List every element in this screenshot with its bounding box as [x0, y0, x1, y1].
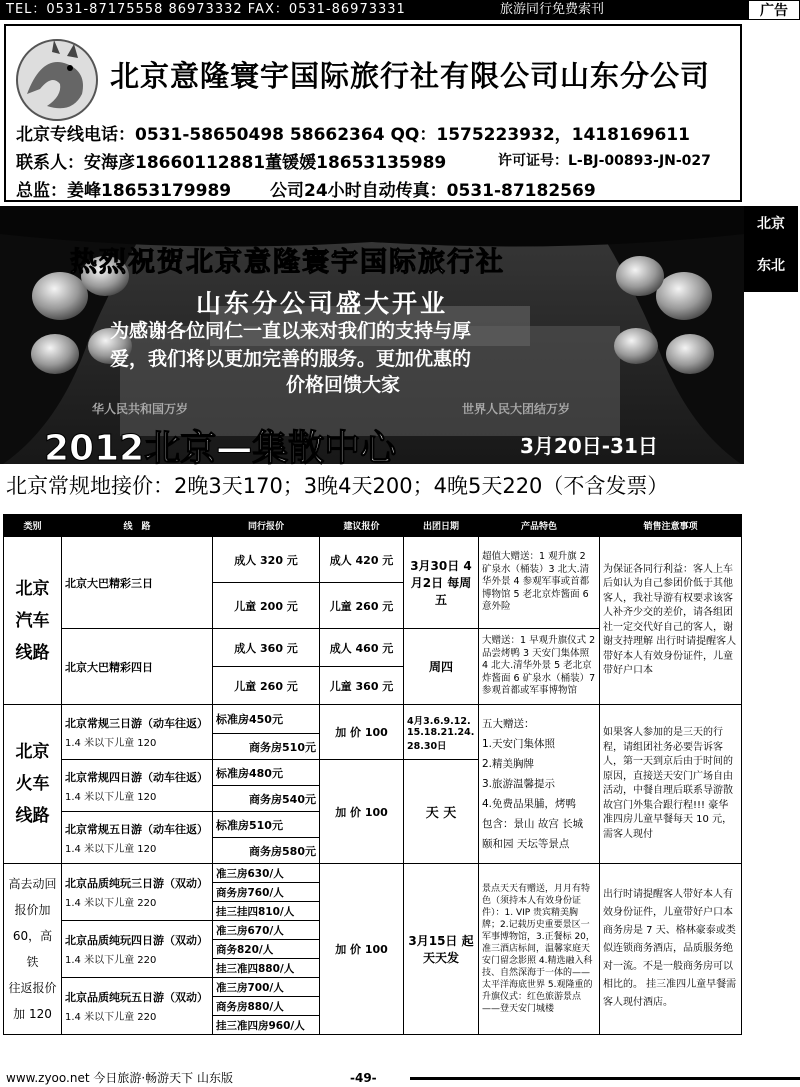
premium-cat-5: 加 120 — [13, 1007, 52, 1021]
route-cell — [62, 812, 213, 864]
route-cell — [62, 760, 213, 812]
header-route: 线 路 — [62, 515, 213, 537]
suggested-markup: 加 价 100 — [320, 760, 404, 864]
product-features — [479, 705, 600, 864]
bus-cat-3: 线路 — [15, 642, 50, 663]
child-price: 1.4 米以下儿童 120 — [65, 843, 157, 855]
departure-date: 3月15日 起天天发 — [404, 864, 479, 1035]
top-slogan: 旅游同行免费索刊 — [500, 2, 605, 17]
product-features: 景点天天有赠送，月月有特色（须持本人有效身份证件）：1. VIP 贵宾精美胸牌；2.记载历史重要景区一军事博物馆，3.正餐标 20，准三酒店标间，温馨家庭天安门留念影照 4.精选融入科技、自然深海于一体的——太平洋海底世界 5.观隆重的升旗仪式：红色旅游景点——登天安门城楼 — [479, 864, 600, 1035]
room-price: 准三房700/人 — [213, 978, 320, 997]
room-price: 挂三准四880/人 — [213, 959, 320, 978]
company-header — [4, 24, 742, 202]
gate-sign-right: 世界人民大团结万岁 — [462, 402, 571, 416]
child-price: 1.4 米以下儿童 120 — [65, 738, 157, 749]
trade-price-adult: 成人 320 元 — [213, 537, 320, 583]
header-features: 产品特色 — [479, 515, 600, 537]
trade-price-adult: 成人 360 元 — [213, 629, 320, 667]
header-suggested-price: 建议报价 — [320, 515, 404, 537]
table-row — [4, 705, 742, 734]
opening-banner — [0, 206, 744, 512]
premium-category — [4, 864, 62, 1035]
route-name: 北京大巴精彩四日 — [62, 629, 213, 705]
route-price-table — [3, 514, 742, 1035]
business-room-price: 商务房540元 — [213, 786, 320, 812]
table-header-row — [4, 515, 742, 537]
sales-notes: 如果客人参加的是三天的行程，请组团社务必要告诉客人，第一天到京后由于时间的原因，直接送天安门广场自由活动，中餐自理后联系导游散故宫门外集合跟行程!!! 豪华准四房儿童早餐每天 10 元，需客人现付 — [600, 705, 742, 864]
business-room-price: 商务房510元 — [213, 734, 320, 760]
table-row — [4, 864, 742, 883]
room-price: 挂三挂四810/人 — [213, 902, 320, 921]
director-contact: 总监：姜峰18653179989 — [16, 181, 232, 201]
bus-category — [4, 537, 62, 705]
route-name: 北京常规三日游（动车往返） — [65, 717, 208, 730]
header-category: 类别 — [4, 515, 62, 537]
standard-room-price: 标准房510元 — [213, 812, 320, 838]
header-departure-date: 出团日期 — [404, 515, 479, 537]
route-name: 北京常规四日游（动车往返） — [65, 770, 208, 784]
route-name: 北京品质纯玩四日游（双动） — [65, 934, 208, 947]
child-price: 1.4 米以下儿童 220 — [65, 1012, 157, 1023]
section-tab-line1: 北京 — [757, 216, 785, 232]
top-bar — [0, 0, 800, 20]
feature-line: 2.精美胸牌 — [482, 758, 535, 770]
feature-line: 3.旅游温馨提示 — [482, 778, 556, 790]
departure-date: 4月3.6.9.12. 15.18.21.24. 28.30日 — [404, 705, 479, 760]
contact-persons: 联系人：安海彦18660112881董锾媛18653135989 — [16, 153, 447, 173]
suggested-price-adult: 成人 460 元 — [320, 629, 404, 667]
trade-price-child: 儿童 260 元 — [213, 667, 320, 705]
premium-cat-1: 高去动回 — [8, 877, 57, 891]
sales-notes: 为保证各同行利益：客人上车后如认为自己参团价低于其他客人，我社导游有权要求该客人补齐少交的差价，请各组团社一定交代好自己的客人，谢谢支持理解 出行时请提醒客人带好本人有效身份证件，儿童带好户口本 — [600, 537, 742, 705]
license-number: 许可证号：L-BJ-00893-JN-027 — [498, 153, 711, 169]
train-cat-1: 北京 — [15, 742, 50, 762]
page-footer — [0, 1069, 800, 1087]
footer-url: www.zyoo.net 今日旅游·畅游天下 山东版 — [6, 1071, 233, 1085]
route-cell — [62, 864, 213, 921]
train-cat-3: 线路 — [15, 806, 50, 826]
banner-line-2: 爱，我们将以更加完善的服务。更加优惠的 — [110, 348, 472, 370]
business-room-price: 商务房580元 — [213, 838, 320, 864]
ad-badge: 广告 — [748, 0, 800, 20]
header-sales-notes: 销售注意事项 — [600, 515, 742, 537]
room-price: 挂三准四房960/人 — [213, 1016, 320, 1035]
gate-sign-left: 华人民共和国万岁 — [92, 402, 189, 416]
standard-room-price: 标准房480元 — [213, 760, 320, 786]
premium-cat-2: 报价加 — [14, 903, 51, 917]
departure-date: 天 天 — [404, 760, 479, 864]
banner-subtitle: 山东分公司盛大开业 — [196, 289, 449, 318]
fax-number: 公司24小时自动传真：0531-87182569 — [270, 181, 596, 201]
room-price: 准三房630/人 — [213, 864, 320, 883]
banner-line-1: 为感谢各位同仁一直以来对我们的支持与厚 — [110, 320, 472, 342]
product-features: 超值大赠送：1 观升旗 2 矿泉水（桶装）3 北大.清华外景 4 参观军事或首都博物馆 5 老北京炸酱面 6 意外险 — [479, 537, 600, 629]
departure-date: 3月30日 4月2日 每周五 — [404, 537, 479, 629]
feature-line: 包含：景山 故宫 长城 颐和园 天坛等景点 — [482, 818, 584, 850]
footer-rule — [410, 1077, 800, 1080]
local-tour-prices: 北京常规地接价：2晚3天170；3晚4天200；4晚5天220（不含发票） — [6, 474, 669, 498]
room-price: 准三房670/人 — [213, 921, 320, 940]
child-price: 1.4 米以下儿童 220 — [65, 955, 157, 966]
feature-line: 五大赠送： — [482, 718, 535, 730]
route-name: 北京品质纯玩三日游（双动） — [65, 877, 208, 890]
standard-room-price: 标准房450元 — [213, 705, 320, 734]
product-features: 大赠送：1 早观升旗仪式 2 品尝烤鸭 3 天安门集体照 4 北大.清华外景 5 老北京炸酱面 6 矿泉水（桶装）7 参观首都或军事博物馆 — [479, 629, 600, 705]
table-row — [4, 537, 742, 583]
child-price: 1.4 米以下儿童 220 — [65, 898, 157, 909]
bus-cat-2: 汽车 — [15, 610, 50, 631]
route-name: 北京品质纯玩五日游（双动） — [65, 991, 208, 1004]
section-tab-line2: 东北 — [757, 258, 785, 274]
feature-line: 4.免费品果脯，烤鸭 — [482, 798, 577, 810]
train-category — [4, 705, 62, 864]
suggested-price-child: 儿童 360 元 — [320, 667, 404, 705]
trade-price-child: 儿童 200 元 — [213, 583, 320, 629]
route-name: 北京大巴精彩三日 — [62, 537, 213, 629]
suggested-markup: 加 价 100 — [320, 705, 404, 760]
train-cat-2: 火车 — [15, 774, 50, 794]
suggested-markup: 加 价 100 — [320, 864, 404, 1035]
premium-cat-4: 往返报价 — [8, 981, 57, 995]
section-tab — [744, 206, 798, 292]
room-price: 商务820/人 — [213, 940, 320, 959]
banner-title: 热烈祝贺北京意隆寰宇国际旅行社 — [70, 247, 505, 278]
banner-line-3: 价格回馈大家 — [286, 374, 401, 396]
promotion-dates: 3月20日-31日 — [520, 434, 658, 458]
distribution-center-title: 2012北京—集散中心 — [44, 428, 397, 469]
suggested-price-child: 儿童 260 元 — [320, 583, 404, 629]
route-cell — [62, 978, 213, 1035]
beijing-hotline: 北京专线电话：0531-58650498 58662364 QQ：1575223932，1418169611 — [16, 125, 690, 145]
page-number: -49- — [350, 1071, 377, 1085]
feature-line: 1.天安门集体照 — [482, 738, 556, 750]
route-name: 北京常规五日游（动车往返） — [65, 822, 208, 836]
top-contact: TEL：0531-87175558 86973332 FAX：0531-86973331 — [6, 2, 406, 17]
child-price: 1.4 米以下儿童 120 — [65, 791, 157, 803]
bus-cat-1: 北京 — [15, 578, 50, 599]
sales-notes: 出行时请提醒客人带好本人有效身份证件，儿童带好户口本 商务房是 7 天、格林豪泰或类似连锁商务酒店，品质服务绝对一流。不是一般商务房可以相比的。 挂三准四儿童早餐需客人现付酒店。 — [600, 864, 742, 1035]
dragon-logo-icon — [12, 34, 102, 126]
company-name: 北京意隆寰宇国际旅行社有限公司山东分公司 — [110, 59, 711, 93]
route-cell — [62, 921, 213, 978]
room-price: 商务房880/人 — [213, 997, 320, 1016]
route-cell — [62, 705, 213, 760]
premium-cat-3: 60，高铁 — [12, 929, 53, 969]
header-trade-price: 同行报价 — [213, 515, 320, 537]
suggested-price-adult: 成人 420 元 — [320, 537, 404, 583]
departure-date: 周四 — [404, 629, 479, 705]
room-price: 商务房760/人 — [213, 883, 320, 902]
